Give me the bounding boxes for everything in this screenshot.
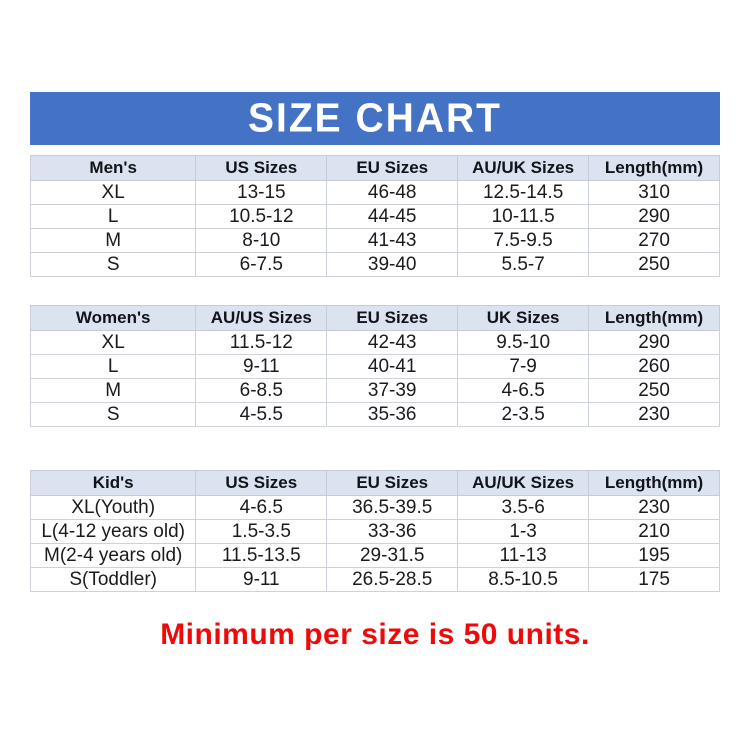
table-cell: 1-3 [458, 520, 589, 544]
table-cell: 10.5-12 [196, 205, 327, 229]
table-row [31, 181, 720, 205]
table-cell: 290 [589, 331, 720, 355]
table-cell: 230 [589, 496, 720, 520]
header-cell: US Sizes [196, 471, 327, 496]
table-cell: 4-6.5 [196, 496, 327, 520]
table-cell: 35-36 [327, 403, 458, 427]
table-cell: 1.5-3.5 [196, 520, 327, 544]
table-cell: XL(Youth) [31, 496, 196, 520]
table-cell: L [31, 355, 196, 379]
table-row [31, 253, 720, 277]
header-cell: EU Sizes [327, 306, 458, 331]
table-cell: XL [31, 181, 196, 205]
table-cell: 6-7.5 [196, 253, 327, 277]
table-cell: L [31, 205, 196, 229]
minimum-order-note: Minimum per size is 50 units. [160, 618, 590, 651]
table-cell: 7-9 [458, 355, 589, 379]
header-cell: UK Sizes [458, 306, 589, 331]
table-cell: XL [31, 331, 196, 355]
header-cell: Women's [31, 306, 196, 331]
table-cell: 29-31.5 [327, 544, 458, 568]
table-cell: S(Toddler) [31, 568, 196, 592]
table-cell: 260 [589, 355, 720, 379]
table-cell: 8-10 [196, 229, 327, 253]
table-cell: 9-11 [196, 568, 327, 592]
table-cell: 7.5-9.5 [458, 229, 589, 253]
table-cell: 210 [589, 520, 720, 544]
table-cell: S [31, 253, 196, 277]
table-row [31, 544, 720, 568]
table-row [31, 229, 720, 253]
table-cell: 4-6.5 [458, 379, 589, 403]
table-row [31, 496, 720, 520]
header-cell: AU/UK Sizes [458, 471, 589, 496]
table-cell: 39-40 [327, 253, 458, 277]
table-cell: 2-3.5 [458, 403, 589, 427]
table-cell: 6-8.5 [196, 379, 327, 403]
header-cell: Men's [31, 156, 196, 181]
table-cell: 290 [589, 205, 720, 229]
header-cell: EU Sizes [327, 156, 458, 181]
table-cell: 9-11 [196, 355, 327, 379]
table-cell: 270 [589, 229, 720, 253]
table-cell: 11.5-12 [196, 331, 327, 355]
table-cell: M [31, 379, 196, 403]
size-table-mens [30, 155, 720, 277]
table-row [31, 520, 720, 544]
table-cell: M [31, 229, 196, 253]
table-cell: 46-48 [327, 181, 458, 205]
header-row [31, 471, 720, 496]
table-cell: 250 [589, 253, 720, 277]
size-table-womens [30, 305, 720, 427]
table-cell: 41-43 [327, 229, 458, 253]
header-row [31, 156, 720, 181]
size-chart-banner [30, 92, 720, 145]
table-cell: 44-45 [327, 205, 458, 229]
table-cell: M(2-4 years old) [31, 544, 196, 568]
header-cell: AU/US Sizes [196, 306, 327, 331]
size-table-section-mens [30, 155, 720, 277]
table-cell: 10-11.5 [458, 205, 589, 229]
table-cell: 4-5.5 [196, 403, 327, 427]
table-cell: 230 [589, 403, 720, 427]
table-row [31, 331, 720, 355]
table-cell: 40-41 [327, 355, 458, 379]
size-table-kids [30, 470, 720, 592]
header-cell: Kid's [31, 471, 196, 496]
table-row [31, 355, 720, 379]
size-table-section-kids [30, 470, 720, 592]
header-row [31, 306, 720, 331]
table-cell: 8.5-10.5 [458, 568, 589, 592]
header-cell: AU/UK Sizes [458, 156, 589, 181]
table-cell: 195 [589, 544, 720, 568]
table-cell: 310 [589, 181, 720, 205]
table-cell: 250 [589, 379, 720, 403]
table-cell: 175 [589, 568, 720, 592]
size-chart-page [30, 0, 720, 652]
table-cell: 3.5-6 [458, 496, 589, 520]
header-cell: EU Sizes [327, 471, 458, 496]
table-cell: 9.5-10 [458, 331, 589, 355]
table-cell: 11-13 [458, 544, 589, 568]
table-cell: 12.5-14.5 [458, 181, 589, 205]
table-cell: 13-15 [196, 181, 327, 205]
table-row [31, 568, 720, 592]
header-cell: Length(mm) [589, 471, 720, 496]
size-table-section-womens [30, 305, 720, 427]
header-cell: Length(mm) [589, 306, 720, 331]
page-title: SIZE CHART [248, 96, 502, 141]
table-cell: 42-43 [327, 331, 458, 355]
header-cell: US Sizes [196, 156, 327, 181]
table-row [31, 403, 720, 427]
table-row [31, 205, 720, 229]
table-cell: 26.5-28.5 [327, 568, 458, 592]
table-cell: 33-36 [327, 520, 458, 544]
table-cell: S [31, 403, 196, 427]
table-cell: L(4-12 years old) [31, 520, 196, 544]
table-cell: 37-39 [327, 379, 458, 403]
table-row [31, 379, 720, 403]
header-cell: Length(mm) [589, 156, 720, 181]
table-cell: 11.5-13.5 [196, 544, 327, 568]
table-cell: 36.5-39.5 [327, 496, 458, 520]
table-cell: 5.5-7 [458, 253, 589, 277]
